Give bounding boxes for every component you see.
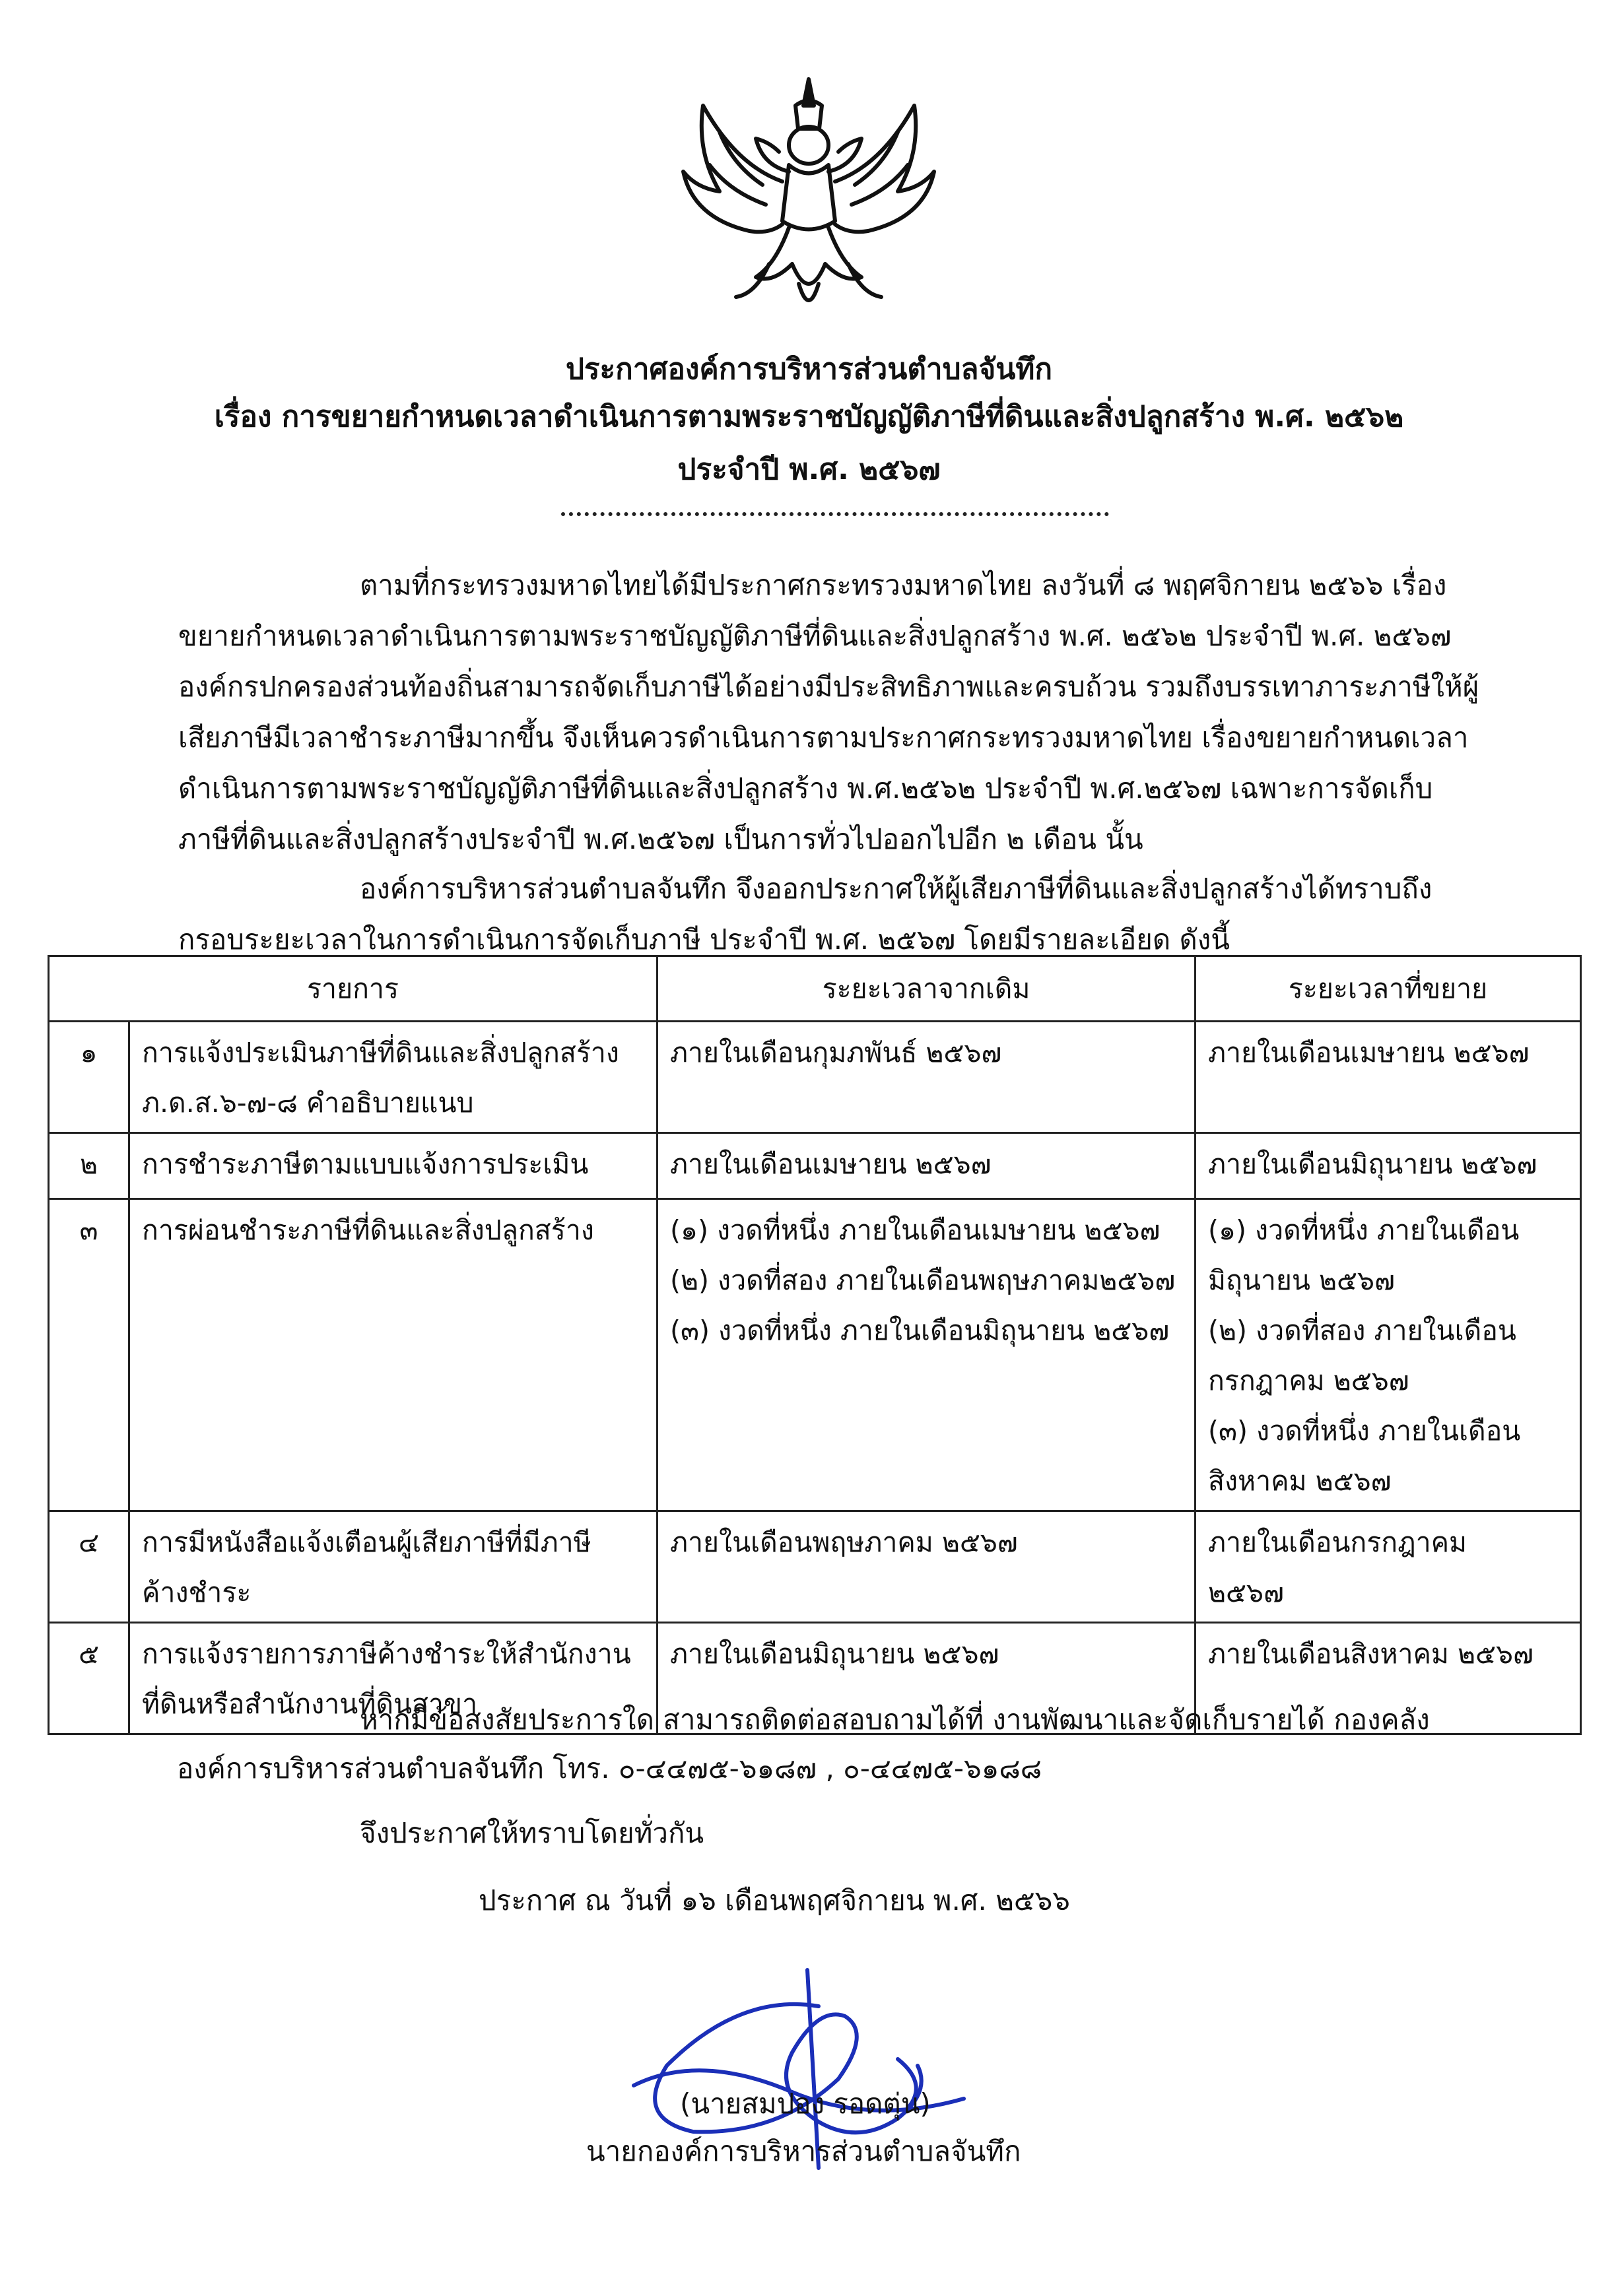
paragraph-line: ตามที่กระทรวงมหาดไทยได้มีประกาศกระทรวงมหาดไทย ลงวันที่ ๘ พฤศจิกายน ๒๕๖๖ เรื่อง [360, 569, 1447, 601]
cell-line: มิถุนายน ๒๕๖๗ [1208, 1264, 1395, 1296]
row-item [129, 1022, 657, 1133]
row-extended [1196, 1133, 1581, 1199]
cell-line: ภายในเดือนเมษายน ๒๕๖๗ [670, 1148, 992, 1180]
cell-line: (๑) งวดที่หนึ่ง ภายในเดือนเมษายน ๒๕๖๗ [670, 1214, 1161, 1246]
row-original [657, 1511, 1196, 1623]
row-extended [1196, 1199, 1581, 1511]
cell-line: การแจ้งประเมินภาษีที่ดินและสิ่งปลูกสร้าง [142, 1037, 619, 1068]
cell-line: (๒) งวดที่สอง ภายในเดือนพฤษภาคม๒๕๖๗ [670, 1264, 1176, 1296]
row-original [657, 1199, 1196, 1511]
row-number: ๓ [49, 1199, 129, 1511]
row-number: ๕ [49, 1623, 129, 1734]
paragraph-line: ขยายกำหนดเวลาดำเนินการตามพระราชบัญญัติภาษีที่ดินและสิ่งปลูกสร้าง พ.ศ. ๒๕๖๒ ประจำปี พ.ศ. ๒๕๖๗ [178, 620, 1452, 652]
announcement-title: ประกาศองค์การบริหารส่วนตำบลจันทึก [565, 352, 1053, 386]
row-item [129, 1133, 657, 1199]
cell-line: ๒๕๖๗ [1208, 1577, 1284, 1608]
cell-line: (๓) งวดที่หนึ่ง ภายในเดือน [1208, 1415, 1521, 1447]
announce-text: จึงประกาศให้ทราบโดยทั่วกัน [360, 1817, 704, 1849]
announce-date: ประกาศ ณ วันที่ ๑๖ เดือนพฤศจิกายน พ.ศ. ๒๕๖๖ [479, 1884, 1070, 1917]
signer-name: (นายสมปอง รอดตุ่น) [680, 2087, 931, 2120]
row-original [657, 1022, 1196, 1133]
schedule-table [48, 955, 1582, 1735]
cell-line: การแจ้งรายการภาษีค้างชำระให้สำนักงาน [142, 1638, 631, 1670]
cell-line: ที่ดินหรือสำนักงานที่ดินสาขา [142, 1688, 478, 1720]
paragraph-line: ภาษีที่ดินและสิ่งปลูกสร้างประจำปี พ.ศ.๒๕๖๗ เป็นการทั่วไปออกไปอีก ๒ เดือน นั้น [178, 823, 1143, 855]
paragraph-2 [178, 863, 1489, 965]
row-number: ๔ [49, 1511, 129, 1623]
cell-line: ภายในเดือนมิถุนายน ๒๕๖๗ [670, 1638, 999, 1670]
garuda-emblem-icon [657, 66, 961, 323]
cell-line: (๒) งวดที่สอง ภายในเดือน [1208, 1315, 1516, 1346]
contact-line-1: หากมีข้อสงสัยประการใด สามารถติดต่อสอบถามได้ที่ งานพัฒนาและจัดเก็บรายได้ กองคลัง [360, 1703, 1430, 1736]
paragraph-line: ดำเนินการตามพระราชบัญญัติภาษีที่ดินและสิ่งปลูกสร้าง พ.ศ.๒๕๖๒ ประจำปี พ.ศ.๒๕๖๗ เฉพาะการจัดเก็บ [178, 772, 1433, 804]
column-header-extended: ระยะเวลาที่ขยาย [1196, 956, 1581, 1022]
table-row [49, 1133, 1581, 1199]
cell-line: ภายในเดือนมิถุนายน ๒๕๖๗ [1208, 1148, 1537, 1180]
dotted-divider [561, 512, 1109, 521]
table-row [49, 1511, 1581, 1623]
cell-line: ภายในเดือนกรกฎาคม [1208, 1526, 1467, 1558]
row-number: ๑ [49, 1022, 129, 1133]
column-header-original: ระยะเวลาจากเดิม [657, 956, 1196, 1022]
cell-line: การมีหนังสือแจ้งเตือนผู้เสียภาษีที่มีภาษี [142, 1526, 591, 1558]
signer-title: นายกองค์การบริหารส่วนตำบลจันทึก [586, 2135, 1021, 2167]
row-number: ๒ [49, 1133, 129, 1199]
cell-line: สิงหาคม ๒๕๖๗ [1208, 1465, 1392, 1497]
paragraph-line: องค์การบริหารส่วนตำบลจันทึก จึงออกประกาศให้ผู้เสียภาษีที่ดินและสิ่งปลูกสร้างได้ทราบถึง [360, 872, 1433, 905]
row-item [129, 1199, 657, 1511]
announcement-subject: เรื่อง การขยายกำหนดเวลาดำเนินการตามพระราชบัญญัติภาษีที่ดินและสิ่งปลูกสร้าง พ.ศ. ๒๕๖๒ [214, 400, 1404, 434]
cell-line: ภายในเดือนสิงหาคม ๒๕๖๗ [1208, 1638, 1534, 1670]
table-row [49, 1022, 1581, 1133]
cell-line: (๑) งวดที่หนึ่ง ภายในเดือน [1208, 1214, 1520, 1246]
cell-line: ภายในเดือนเมษายน ๒๕๖๗ [1208, 1037, 1530, 1068]
table-header-row [49, 956, 1581, 1022]
cell-line: การชำระภาษีตามแบบแจ้งการประเมิน [142, 1148, 589, 1180]
row-extended [1196, 1022, 1581, 1133]
row-extended [1196, 1511, 1581, 1623]
table-row [49, 1199, 1581, 1511]
cell-line: ภ.ด.ส.๖-๗-๘ คำอธิบายแนบ [142, 1087, 474, 1119]
cell-line: ภายในเดือนพฤษภาคม ๒๕๖๗ [670, 1526, 1018, 1558]
cell-line: กรกฎาคม ๒๕๖๗ [1208, 1365, 1409, 1396]
paragraph-line: กรอบระยะเวลาในการดำเนินการจัดเก็บภาษี ประจำปี พ.ศ. ๒๕๖๗ โดยมีรายละเอียด ดังนี้ [178, 923, 1230, 956]
paragraph-line: องค์กรปกครองส่วนท้องถิ่นสามารถจัดเก็บภาษีได้อย่างมีประสิทธิภาพและครบถ้วน รวมถึงบรรเทาภาระภาษีให้ผู้ [178, 671, 1479, 703]
cell-line: ภายในเดือนกุมภพันธ์ ๒๕๖๗ [670, 1037, 1002, 1068]
column-header-item: รายการ [49, 956, 657, 1022]
cell-line: (๓) งวดที่หนึ่ง ภายในเดือนมิถุนายน ๒๕๖๗ [670, 1315, 1170, 1346]
row-original [657, 1133, 1196, 1199]
announcement-year: ประจำปี พ.ศ. ๒๕๖๗ [677, 453, 941, 486]
row-item [129, 1511, 657, 1623]
cell-line: การผ่อนชำระภาษีที่ดินและสิ่งปลูกสร้าง [142, 1214, 594, 1246]
contact-line-2: องค์การบริหารส่วนตำบลจันทึก โทร. ๐-๔๔๗๕-๖๑๘๗ , ๐-๔๔๗๕-๖๑๘๘ [177, 1752, 1042, 1785]
paragraph-line: เสียภาษีมีเวลาชำระภาษีมากขึ้น จึงเห็นควรดำเนินการตามประกาศกระทรวงมหาดไทย เรื่องขยายกำหนดเวลา [178, 721, 1469, 754]
cell-line: ค้างชำระ [142, 1577, 252, 1608]
paragraph-1 [178, 560, 1489, 865]
